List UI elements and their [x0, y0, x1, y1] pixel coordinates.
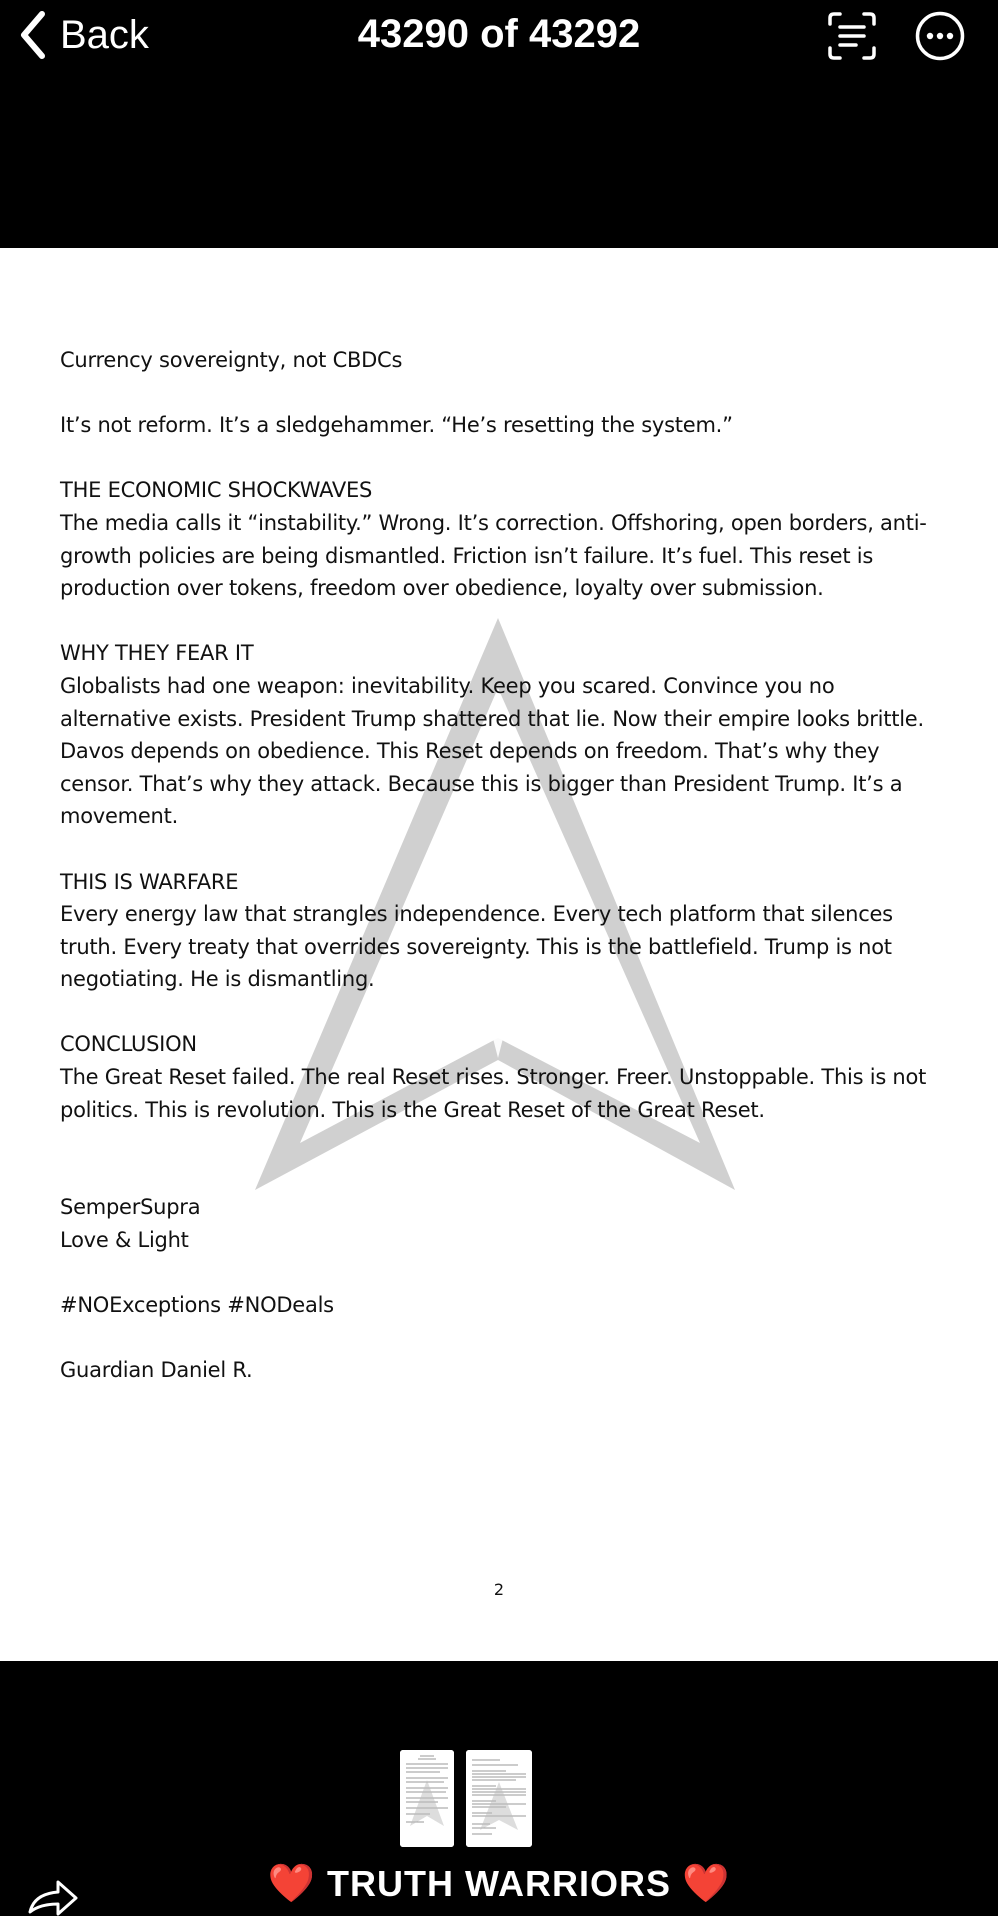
- image-counter-text: 43290 of 43292: [357, 12, 641, 56]
- section-this-is-warfare: [60, 866, 950, 996]
- thumbnail-page-2[interactable]: [466, 1750, 532, 1847]
- section-text: The Great Reset failed. The real Reset rises. Stronger. Freer. Unstoppable. This is not politics. This is revolution. This is the Great Reset of the Great Reset.: [60, 1065, 927, 1122]
- heart-icon: ❤️: [682, 1863, 731, 1905]
- more-icon: [914, 10, 966, 62]
- back-label: Back: [60, 12, 149, 57]
- section-heading: THIS IS WARFARE: [60, 869, 239, 894]
- paragraph-text: Currency sovereignty, not CBDCs: [60, 348, 403, 372]
- section-heading: WHY THEY FEAR IT: [60, 641, 254, 666]
- section-text: Every energy law that strangles independence. Every tech platform that silences truth. Every treaty that overrides sovereignty. This is the battlefield. Trump is not negotiating. He is dismantling.: [60, 902, 893, 992]
- section-heading: THE ECONOMIC SHOCKWAVES: [60, 478, 373, 503]
- document-page[interactable]: [0, 248, 998, 1661]
- paragraph-reform: [60, 409, 950, 442]
- page-number: 2: [493, 1580, 505, 1599]
- thumbnail-strip: [400, 1750, 532, 1847]
- section-heading: CONCLUSION: [60, 1032, 197, 1057]
- signature-closing: Love & Light: [60, 1227, 189, 1252]
- back-button[interactable]: [18, 10, 149, 60]
- section-economic-shockwaves: [60, 474, 950, 604]
- paragraph-currency: [60, 344, 950, 377]
- text-scan-button[interactable]: [826, 10, 878, 62]
- document-text: [60, 344, 950, 1419]
- chevron-left-icon: [18, 10, 48, 60]
- document-thumbnail-icon: [466, 1750, 532, 1847]
- section-text: Globalists had one weapon: inevitability. Keep you scared. Convince you no alternative exists. President Trump shattered that lie. Now their empire looks brittle. Davos depends on obedience. This Reset depends on freedom. That’s why they censor. That’s why they attack. Because this is bigger than President Trump. It’s a movement.: [60, 673, 924, 829]
- heart-icon: ❤️: [267, 1863, 316, 1905]
- text-scan-icon: [826, 10, 878, 62]
- caption: [0, 1862, 998, 1906]
- thumbnail-page-1[interactable]: [400, 1750, 454, 1847]
- share-arrow-icon: [24, 1876, 80, 1916]
- document-thumbnail-icon: [400, 1750, 454, 1847]
- signature-name: SemperSupra: [60, 1195, 201, 1220]
- top-bar: [0, 0, 998, 72]
- hashtags: #NOExceptions #NODeals: [60, 1293, 334, 1318]
- section-why-they-fear-it: [60, 637, 950, 833]
- paragraph-text: It’s not reform. It’s a sledgehammer. “He’s resetting the system.”: [60, 413, 733, 438]
- more-button[interactable]: [914, 10, 966, 62]
- caption-text: TRUTH WARRIORS: [327, 1863, 671, 1904]
- author-name: Guardian Daniel R.: [60, 1358, 253, 1383]
- section-conclusion: [60, 1028, 950, 1126]
- share-button[interactable]: [24, 1876, 80, 1916]
- signature-block: [60, 1191, 950, 1256]
- section-text: The media calls it “instability.” Wrong. It’s correction. Offshoring, open borders, anti-growth policies are being dismantled. Friction isn’t failure. It’s fuel. This reset is production over tokens, freedom over obedience, loyalty over submission.: [60, 510, 927, 601]
